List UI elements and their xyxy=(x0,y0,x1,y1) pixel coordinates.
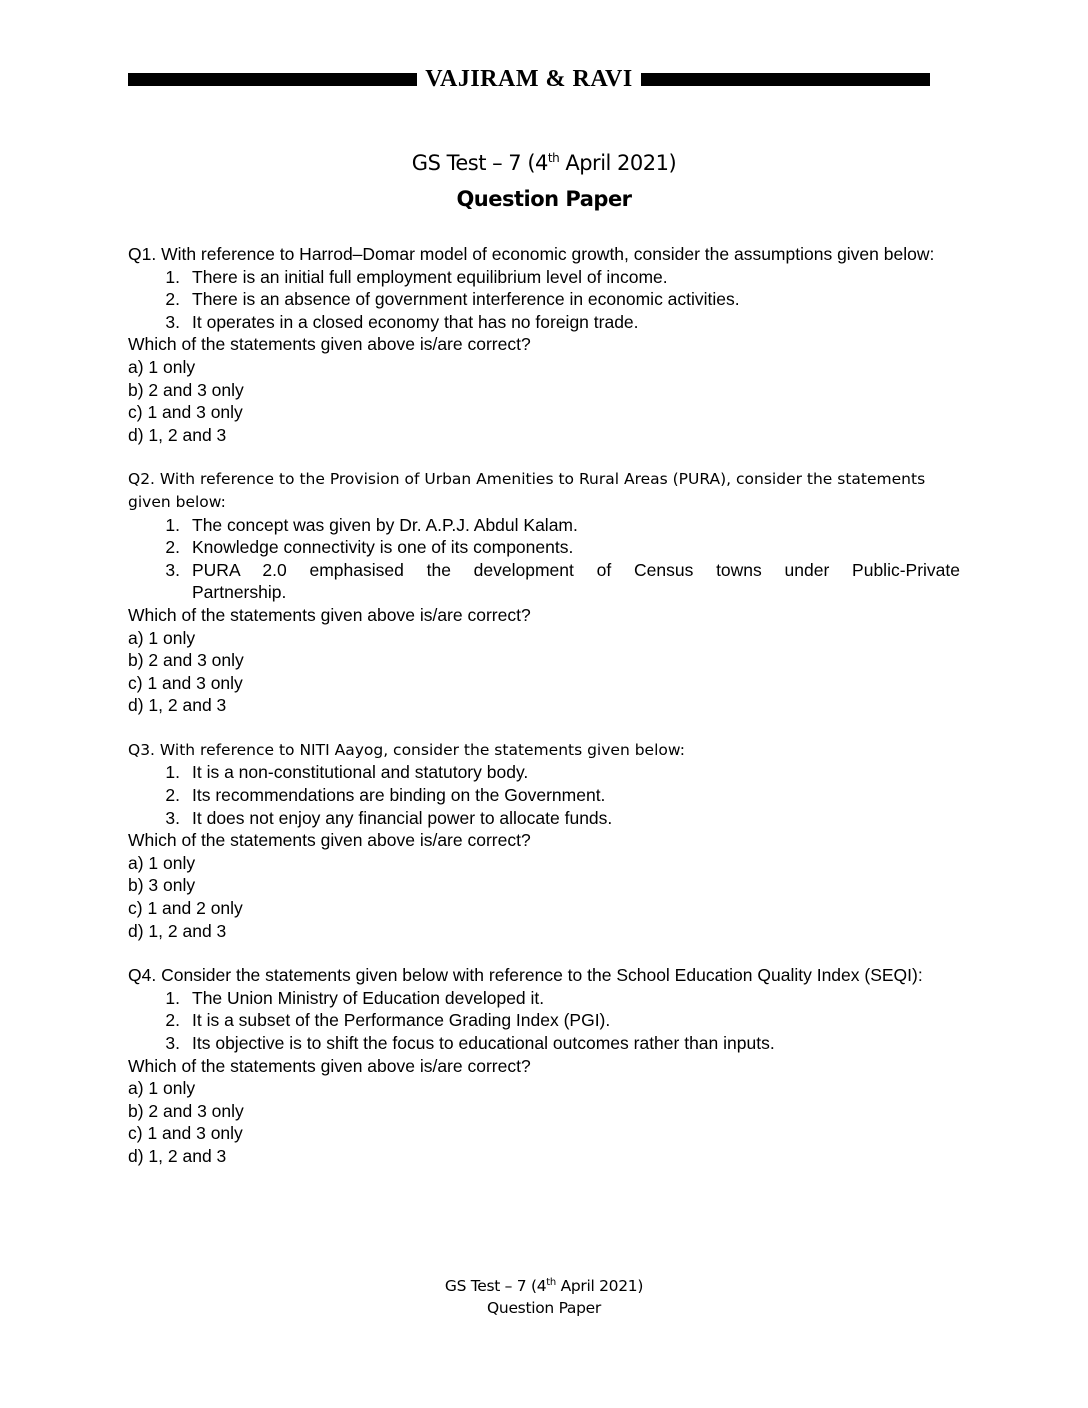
page-title: GS Test – 7 (4th April 2021) xyxy=(411,151,677,175)
statement-list xyxy=(128,266,960,334)
question-4 xyxy=(128,964,960,1167)
option-b: b) 2 and 3 only xyxy=(128,1100,244,1121)
statement-item: 2. There is an absence of government interference in economic activities. xyxy=(165,289,740,310)
question-prompt: Which of the statements given above is/are correct? xyxy=(128,604,531,625)
statement-item: 1. It is a non-constitutional and statutory body. xyxy=(165,762,529,783)
statement-item: 2. Knowledge connectivity is one of its components. xyxy=(165,537,574,558)
statement-item: 3. It operates in a closed economy that has no foreign trade. xyxy=(165,311,639,332)
option-c: c) 1 and 2 only xyxy=(128,898,243,919)
question-2 xyxy=(128,468,960,717)
brand-logo-text: VAJIRAM & RAVI xyxy=(425,65,633,92)
option-d: d) 1, 2 and 3 xyxy=(128,695,227,716)
question-stem: Q1. With reference to Harrod–Domar model of economic growth, consider the assumptions given below: xyxy=(128,244,935,264)
option-b: b) 2 and 3 only xyxy=(128,650,244,671)
option-a: a) 1 only xyxy=(128,1078,196,1099)
question-stem: Q2. With reference to the Provision of Urban Amenities to Rural Areas (PURA), consider the statements given below: xyxy=(128,470,926,511)
footer-subtitle: Question Paper xyxy=(487,1299,601,1318)
question-1 xyxy=(128,243,960,446)
option-d: d) 1, 2 and 3 xyxy=(128,920,227,941)
statement-item-continuation: Partnership. xyxy=(192,582,287,603)
option-b: b) 2 and 3 only xyxy=(128,379,244,400)
page-header xyxy=(128,66,930,92)
statement-item: 1. The Union Ministry of Education developed it. xyxy=(165,987,545,1008)
option-a: a) 1 only xyxy=(128,627,196,648)
option-c: c) 1 and 3 only xyxy=(128,1123,243,1144)
header-bar-left xyxy=(128,73,417,86)
option-c: c) 1 and 3 only xyxy=(128,402,243,423)
footer-title: GS Test – 7 (4th April 2021) xyxy=(444,1277,644,1296)
question-stem: Q3. With reference to NITI Aayog, consider the statements given below: xyxy=(128,740,685,759)
statement-item: 3. It does not enjoy any financial power to allocate funds. xyxy=(165,807,613,828)
statement-item: 1. There is an initial full employment equilibrium level of income. xyxy=(165,266,668,287)
statement-list xyxy=(128,987,960,1055)
statement-item: 1. The concept was given by Dr. A.P.J. Abdul Kalam. xyxy=(165,514,578,535)
option-d: d) 1, 2 and 3 xyxy=(128,1145,227,1166)
page-subtitle: Question Paper xyxy=(456,187,632,211)
question-3 xyxy=(128,739,960,942)
header-bar-right xyxy=(641,73,930,86)
option-c: c) 1 and 3 only xyxy=(128,672,243,693)
statement-list xyxy=(128,514,960,604)
question-list xyxy=(128,243,960,1168)
question-prompt: Which of the statements given above is/are correct? xyxy=(128,334,531,355)
statement-list xyxy=(128,761,960,829)
statement-item: 2. It is a subset of the Performance Grading Index (PGI). xyxy=(165,1010,611,1031)
question-prompt: Which of the statements given above is/are correct? xyxy=(128,830,531,851)
option-d: d) 1, 2 and 3 xyxy=(128,424,227,445)
statement-item: 3. Its objective is to shift the focus to educational outcomes rather than inputs. xyxy=(165,1033,775,1053)
option-a: a) 1 only xyxy=(128,356,196,377)
question-prompt: Which of the statements given above is/are correct? xyxy=(128,1055,531,1076)
statement-item: 3. PURA 2.0 emphasised the development of Census towns under Public-Private xyxy=(165,559,960,580)
page-footer xyxy=(0,1272,1088,1319)
option-b: b) 3 only xyxy=(128,875,196,896)
statement-item: 2. Its recommendations are binding on the Government. xyxy=(165,785,606,806)
option-a: a) 1 only xyxy=(128,852,196,873)
question-stem: Q4. Consider the statements given below with reference to the School Education Quality Index (SEQI): xyxy=(128,965,923,986)
